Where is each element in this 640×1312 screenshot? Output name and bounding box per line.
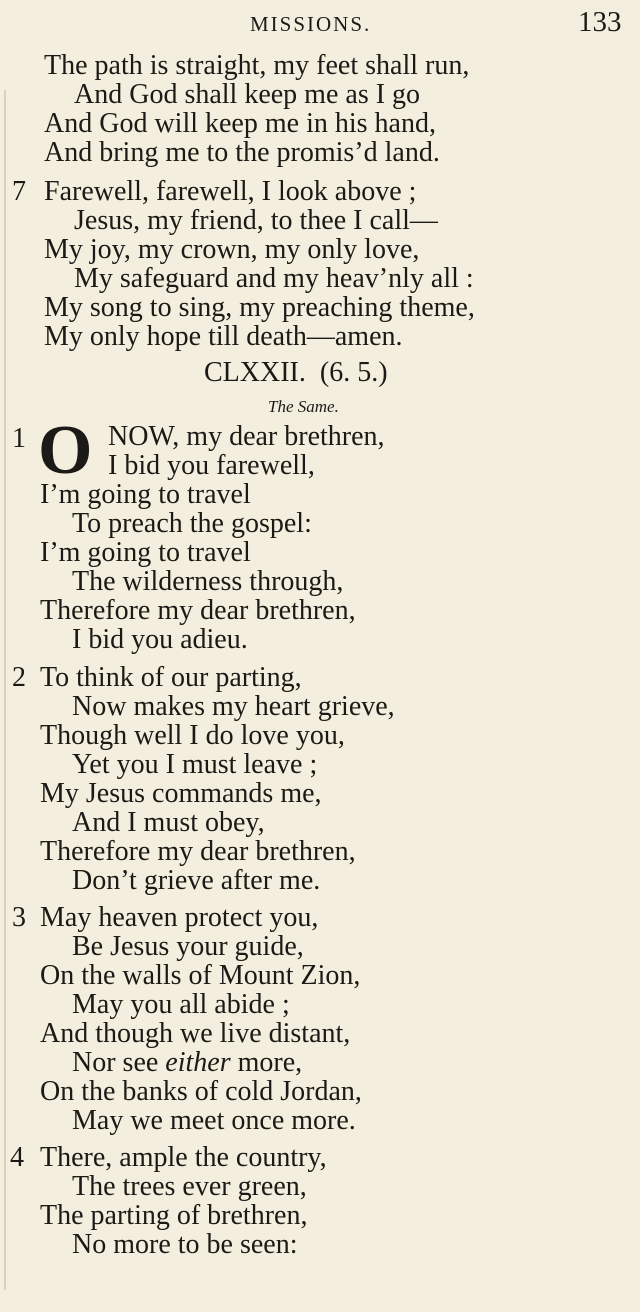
verse-line: On the banks of cold Jordan, [40,1076,362,1107]
drop-cap: O [38,412,93,489]
verse-number: 3 [12,902,26,933]
verse-line: And God shall keep me as I go [74,79,421,110]
verse-line: Jesus, my friend, to thee I call— [74,205,438,236]
verse-line-with-italic [72,1048,302,1078]
page-edge-shadow [4,90,6,1290]
verse-number: 4 [10,1142,24,1173]
verse-line: My song to sing, my preaching theme, [44,292,475,323]
verse-line: And God will keep me in his hand, [44,108,436,139]
page-header [0,4,640,40]
verse-line: I’m going to travel [40,479,251,510]
hymn-subtitle: The Same. [268,397,339,416]
verse-line: Therefore my dear brethren, [40,836,356,867]
verse-line: Though well I do love you, [40,720,345,751]
verse-line: The parting of brethren, [40,1200,308,1231]
verse-line: May heaven protect you, [40,902,319,933]
italic-word: either [165,1047,231,1078]
verse-line: To preach the gospel: [72,508,312,539]
hymn-meter: (6. 5.) [319,357,388,388]
verse-line: I bid you farewell, [108,450,315,481]
page-number: 133 [578,6,622,38]
verse-line: Farewell, farewell, I look above ; [44,176,417,207]
verse-line: Now makes my heart grieve, [72,691,395,722]
verse-line: My safeguard and my heav’nly all : [74,263,474,294]
verse-line: I’m going to travel [40,537,251,568]
verse-line: And bring me to the promis’d land. [44,137,440,168]
verse-line: Yet you I must leave ; [72,749,318,780]
verse-line: The trees ever green, [72,1171,307,1202]
verse-line: Therefore my dear brethren, [40,595,356,626]
verse-line: The path is straight, my feet shall run, [44,50,470,81]
verse-line: Don’t grieve after me. [72,865,321,896]
hymn-title [204,358,388,388]
verse-line: No more to be seen: [72,1229,298,1260]
verse-number: 2 [12,662,26,693]
verse-line: I bid you adieu. [72,624,248,655]
verse-line: My only hope till death—amen. [44,321,403,352]
verse-line: NOW, my dear brethren, [108,421,385,452]
verse-line-end: more, [230,1047,303,1078]
verse-line: May you all abide ; [72,989,290,1020]
verse-line: On the walls of Mount Zion, [40,960,361,991]
verse-line-start: Nor see [72,1047,166,1078]
verse-line: May we meet once more. [72,1105,356,1136]
verse-line: The wilderness through, [72,566,344,597]
verse-line: My Jesus commands me, [40,778,322,809]
verse-line: My joy, my crown, my only love, [44,234,420,265]
verse-line: There, ample the country, [40,1142,327,1173]
verse-line: And I must obey, [72,807,265,838]
verse-line: And though we live distant, [40,1018,351,1049]
verse-line: Be Jesus your guide, [72,931,304,962]
hymn-number: CLXXII. [204,357,306,388]
verse-number: 7 [12,176,26,207]
verse-line: To think of our parting, [40,662,302,693]
running-head: MISSIONS. [250,12,372,36]
verse-number: 1 [12,423,26,454]
